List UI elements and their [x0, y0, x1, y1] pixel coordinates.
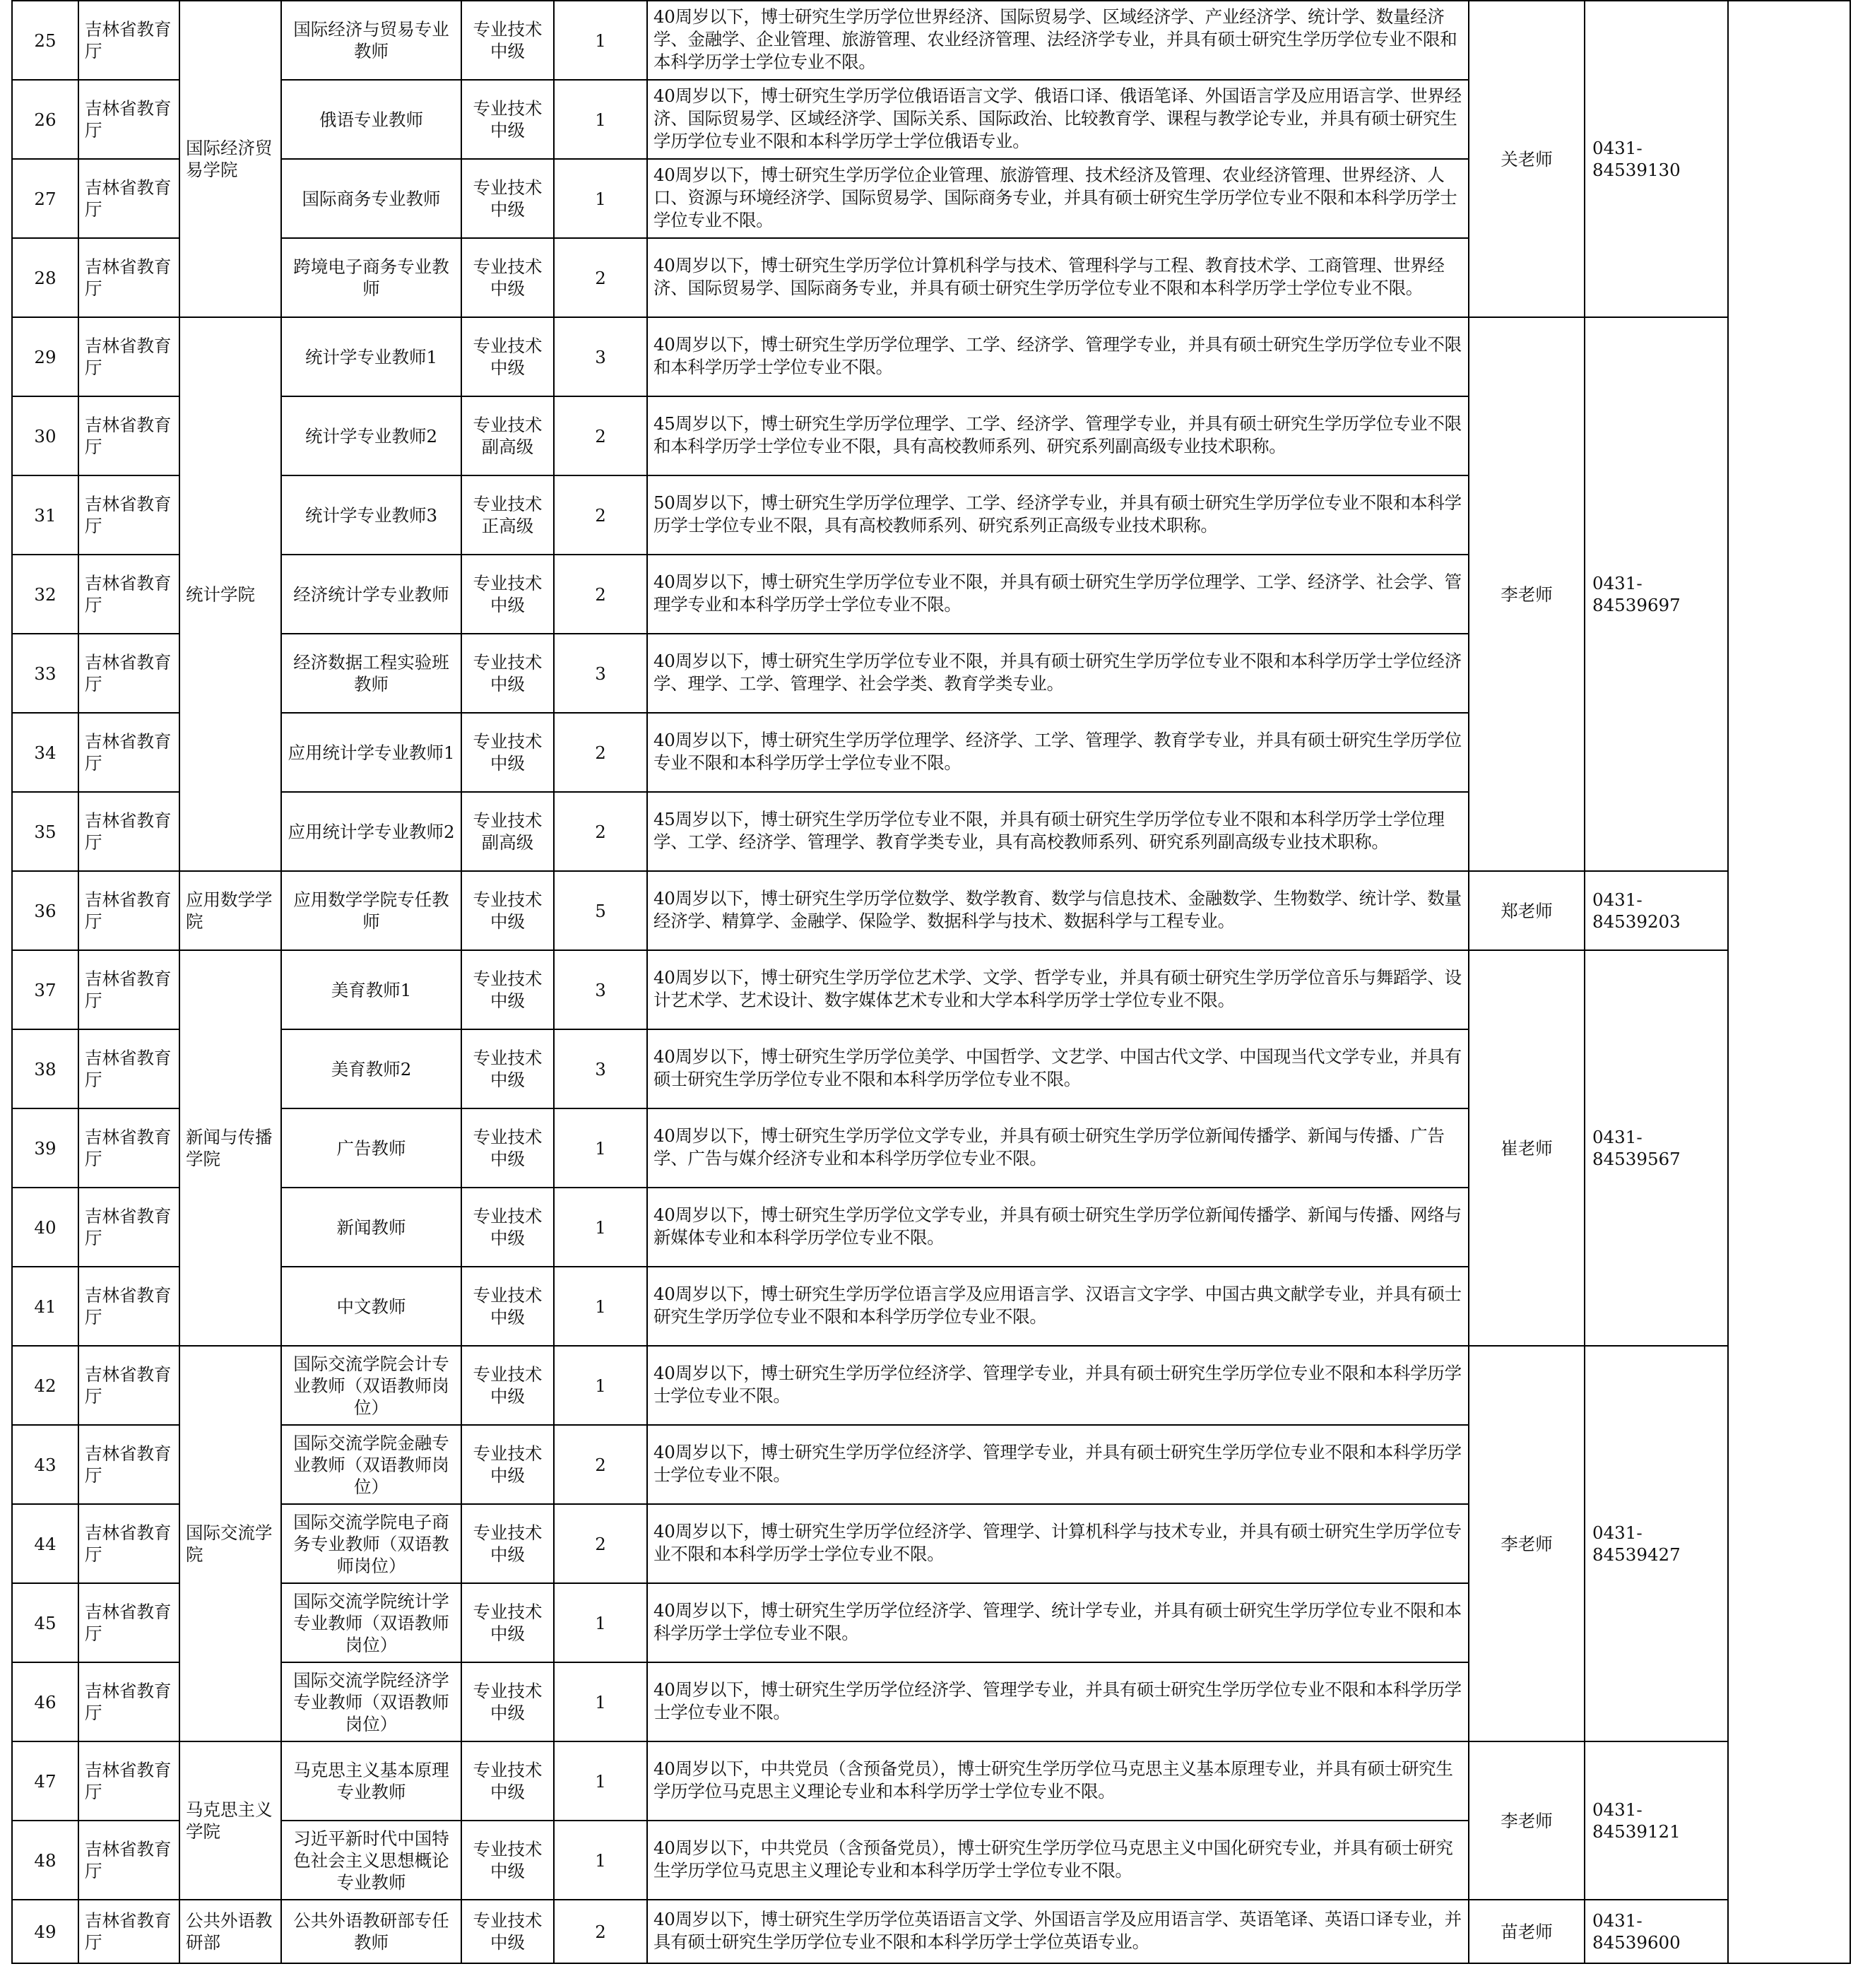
- level-cell: 专业技术中级: [461, 1900, 554, 1963]
- row-number-cell: 31: [12, 475, 78, 555]
- requirements-cell: 40周岁以下，博士研究生学历学位语言学及应用语言学、汉语言文字学、中国古典文献学专业，并具有硕士研究生学历学位专业不限和本科学历学位专业不限。: [647, 1267, 1469, 1346]
- phone-cell: 0431-84539600: [1585, 1900, 1728, 1963]
- row-number-cell: 49: [12, 1900, 78, 1963]
- level-cell: 专业技术正高级: [461, 475, 554, 555]
- phone-cell: 0431-84539121: [1585, 1741, 1728, 1900]
- level-cell: 专业技术中级: [461, 80, 554, 159]
- requirements-cell: 40周岁以下，博士研究生学历学位世界经济、国际贸易学、区域经济学、产业经济学、统计学、数量经济学、金融学、企业管理、旅游管理、农业经济管理、法经济学专业，并具有硕士研究生学历学位专业不限和本科学历学士学位专业不限。: [647, 1, 1469, 80]
- count-cell: 2: [554, 475, 647, 555]
- count-cell: 3: [554, 317, 647, 396]
- position-cell: 公共外语教研部专任教师: [281, 1900, 461, 1963]
- requirements-cell: 40周岁以下，博士研究生学历学位美学、中国哲学、文艺学、中国古代文学、中国现当代文学专业，并具有硕士研究生学历学位专业不限和本科学历学位专业不限。: [647, 1029, 1469, 1108]
- department-cell: 吉林省教育厅: [78, 1029, 179, 1108]
- contact-cell: 崔老师: [1469, 950, 1585, 1346]
- count-cell: 2: [554, 713, 647, 792]
- phone-cell: 0431-84539130: [1585, 1, 1728, 317]
- table-row: [12, 1, 1850, 80]
- row-number-cell: 30: [12, 396, 78, 475]
- requirements-cell: 45周岁以下，博士研究生学历学位专业不限，并具有硕士研究生学历学位专业不限和本科学历学士学位理学、工学、经济学、管理学、教育学类专业，具有高校教师系列、研究系列副高级专业技术职称。: [647, 792, 1469, 871]
- contact-cell: 苗老师: [1469, 1900, 1585, 1963]
- contact-cell: 李老师: [1469, 1346, 1585, 1741]
- count-cell: 2: [554, 792, 647, 871]
- position-cell: 广告教师: [281, 1108, 461, 1188]
- position-cell: 应用数学学院专任教师: [281, 871, 461, 950]
- position-cell: 经济统计学专业教师: [281, 555, 461, 634]
- position-cell: 国际交流学院统计学专业教师（双语教师岗位）: [281, 1583, 461, 1662]
- position-cell: 经济数据工程实验班教师: [281, 634, 461, 713]
- position-cell: 习近平新时代中国特色社会主义思想概论专业教师: [281, 1821, 461, 1900]
- level-cell: 专业技术中级: [461, 159, 554, 238]
- level-cell: 专业技术中级: [461, 1267, 554, 1346]
- requirements-cell: 40周岁以下，博士研究生学历学位经济学、管理学、计算机科学与技术专业，并具有硕士研究生学历学位专业不限和本科学历学士学位专业不限。: [647, 1504, 1469, 1583]
- level-cell: 专业技术中级: [461, 238, 554, 317]
- recruitment-table: [11, 0, 1851, 1964]
- department-cell: 吉林省教育厅: [78, 1583, 179, 1662]
- level-cell: 专业技术中级: [461, 950, 554, 1029]
- count-cell: 1: [554, 1662, 647, 1741]
- count-cell: 1: [554, 1583, 647, 1662]
- level-cell: 专业技术副高级: [461, 792, 554, 871]
- row-number-cell: 36: [12, 871, 78, 950]
- count-cell: 2: [554, 1425, 647, 1504]
- department-cell: 吉林省教育厅: [78, 792, 179, 871]
- remarks-cell: [1728, 1, 1850, 1963]
- row-number-cell: 39: [12, 1108, 78, 1188]
- row-number-cell: 48: [12, 1821, 78, 1900]
- unit-cell: 国际交流学院: [179, 1346, 281, 1741]
- unit-cell: 马克思主义学院: [179, 1741, 281, 1900]
- row-number-cell: 46: [12, 1662, 78, 1741]
- department-cell: 吉林省教育厅: [78, 475, 179, 555]
- level-cell: 专业技术中级: [461, 1662, 554, 1741]
- row-number-cell: 34: [12, 713, 78, 792]
- requirements-cell: 40周岁以下，博士研究生学历学位文学专业，并具有硕士研究生学历学位新闻传播学、新闻与传播、广告学、广告与媒介经济专业和本科学历学位专业不限。: [647, 1108, 1469, 1188]
- requirements-cell: 40周岁以下，中共党员（含预备党员），博士研究生学历学位马克思主义基本原理专业，并具有硕士研究生学历学位马克思主义理论专业和本科学历学士学位专业不限。: [647, 1741, 1469, 1821]
- department-cell: 吉林省教育厅: [78, 80, 179, 159]
- row-number-cell: 25: [12, 1, 78, 80]
- requirements-cell: 40周岁以下，中共党员（含预备党员），博士研究生学历学位马克思主义中国化研究专业，并具有硕士研究生学历学位马克思主义理论专业和本科学历学士学位专业不限。: [647, 1821, 1469, 1900]
- table-row: [12, 317, 1850, 396]
- position-cell: 国际经济与贸易专业教师: [281, 1, 461, 80]
- count-cell: 2: [554, 238, 647, 317]
- level-cell: 专业技术副高级: [461, 396, 554, 475]
- phone-cell: 0431-84539567: [1585, 950, 1728, 1346]
- count-cell: 3: [554, 634, 647, 713]
- table-body: [12, 1, 1850, 1963]
- unit-cell: 国际经济贸易学院: [179, 1, 281, 317]
- position-cell: 统计学专业教师1: [281, 317, 461, 396]
- department-cell: 吉林省教育厅: [78, 555, 179, 634]
- unit-cell: 统计学院: [179, 317, 281, 871]
- requirements-cell: 40周岁以下，博士研究生学历学位理学、工学、经济学、管理学专业，并具有硕士研究生学历学位专业不限和本科学历学士学位专业不限。: [647, 317, 1469, 396]
- phone-cell: 0431-84539203: [1585, 871, 1728, 950]
- position-cell: 俄语专业教师: [281, 80, 461, 159]
- position-cell: 美育教师1: [281, 950, 461, 1029]
- count-cell: 1: [554, 1821, 647, 1900]
- row-number-cell: 47: [12, 1741, 78, 1821]
- requirements-cell: 40周岁以下，博士研究生学历学位俄语语言文学、俄语口译、俄语笔译、外国语言学及应用语言学、世界经济、国际贸易学、区域经济学、国际关系、国际政治、比较教育学、课程与教学论专业，并具有硕士研究生学历学位专业不限和本科学历学士学位俄语专业。: [647, 80, 1469, 159]
- position-cell: 国际交流学院会计专业教师（双语教师岗位）: [281, 1346, 461, 1425]
- row-number-cell: 42: [12, 1346, 78, 1425]
- requirements-cell: 40周岁以下，博士研究生学历学位经济学、管理学、统计学专业，并具有硕士研究生学历学位专业不限和本科学历学士学位专业不限。: [647, 1583, 1469, 1662]
- department-cell: 吉林省教育厅: [78, 713, 179, 792]
- row-number-cell: 38: [12, 1029, 78, 1108]
- position-cell: 国际商务专业教师: [281, 159, 461, 238]
- table-row: [12, 950, 1850, 1029]
- level-cell: 专业技术中级: [461, 1821, 554, 1900]
- requirements-cell: 40周岁以下，博士研究生学历学位文学专业，并具有硕士研究生学历学位新闻传播学、新闻与传播、网络与新媒体专业和本科学历学位专业不限。: [647, 1188, 1469, 1267]
- count-cell: 1: [554, 1267, 647, 1346]
- level-cell: 专业技术中级: [461, 1, 554, 80]
- count-cell: 3: [554, 950, 647, 1029]
- level-cell: 专业技术中级: [461, 713, 554, 792]
- position-cell: 美育教师2: [281, 1029, 461, 1108]
- requirements-cell: 40周岁以下，博士研究生学历学位经济学、管理学专业，并具有硕士研究生学历学位专业不限和本科学历学士学位专业不限。: [647, 1425, 1469, 1504]
- position-cell: 国际交流学院经济学专业教师（双语教师岗位）: [281, 1662, 461, 1741]
- phone-cell: 0431-84539697: [1585, 317, 1728, 871]
- row-number-cell: 41: [12, 1267, 78, 1346]
- level-cell: 专业技术中级: [461, 1108, 554, 1188]
- requirements-cell: 40周岁以下，博士研究生学历学位经济学、管理学专业，并具有硕士研究生学历学位专业不限和本科学历学士学位专业不限。: [647, 1346, 1469, 1425]
- position-cell: 应用统计学专业教师2: [281, 792, 461, 871]
- department-cell: 吉林省教育厅: [78, 950, 179, 1029]
- level-cell: 专业技术中级: [461, 1583, 554, 1662]
- count-cell: 1: [554, 80, 647, 159]
- row-number-cell: 44: [12, 1504, 78, 1583]
- position-cell: 国际交流学院金融专业教师（双语教师岗位）: [281, 1425, 461, 1504]
- requirements-cell: 40周岁以下，博士研究生学历学位专业不限，并具有硕士研究生学历学位专业不限和本科学历学士学位经济学、理学、工学、管理学、社会学类、教育学类专业。: [647, 634, 1469, 713]
- department-cell: 吉林省教育厅: [78, 317, 179, 396]
- department-cell: 吉林省教育厅: [78, 1504, 179, 1583]
- row-number-cell: 43: [12, 1425, 78, 1504]
- row-number-cell: 45: [12, 1583, 78, 1662]
- count-cell: 1: [554, 1346, 647, 1425]
- level-cell: 专业技术中级: [461, 1504, 554, 1583]
- department-cell: 吉林省教育厅: [78, 634, 179, 713]
- count-cell: 1: [554, 1108, 647, 1188]
- unit-cell: 公共外语教研部: [179, 1900, 281, 1963]
- count-cell: 3: [554, 1029, 647, 1108]
- requirements-cell: 40周岁以下，博士研究生学历学位计算机科学与技术、管理科学与工程、教育技术学、工商管理、世界经济、国际贸易学、国际商务专业，并具有硕士研究生学历学位专业不限和本科学历学士学位专业不限。: [647, 238, 1469, 317]
- department-cell: 吉林省教育厅: [78, 1267, 179, 1346]
- requirements-cell: 40周岁以下，博士研究生学历学位艺术学、文学、哲学专业，并具有硕士研究生学历学位音乐与舞蹈学、设计艺术学、艺术设计、数字媒体艺术专业和大学本科学历学士学位专业不限。: [647, 950, 1469, 1029]
- level-cell: 专业技术中级: [461, 317, 554, 396]
- row-number-cell: 29: [12, 317, 78, 396]
- row-number-cell: 27: [12, 159, 78, 238]
- requirements-cell: 40周岁以下，博士研究生学历学位企业管理、旅游管理、技术经济及管理、农业经济管理、世界经济、人口、资源与环境经济学、国际贸易学、国际商务专业，并具有硕士研究生学历学位专业不限和本科学历学士学位专业不限。: [647, 159, 1469, 238]
- level-cell: 专业技术中级: [461, 1029, 554, 1108]
- row-number-cell: 32: [12, 555, 78, 634]
- department-cell: 吉林省教育厅: [78, 1108, 179, 1188]
- position-cell: 中文教师: [281, 1267, 461, 1346]
- phone-cell: 0431-84539427: [1585, 1346, 1728, 1741]
- department-cell: 吉林省教育厅: [78, 1188, 179, 1267]
- requirements-cell: 50周岁以下，博士研究生学历学位理学、工学、经济学专业，并具有硕士研究生学历学位专业不限和本科学历学士学位专业不限，具有高校教师系列、研究系列正高级专业技术职称。: [647, 475, 1469, 555]
- contact-cell: 李老师: [1469, 1741, 1585, 1900]
- position-cell: 新闻教师: [281, 1188, 461, 1267]
- position-cell: 统计学专业教师2: [281, 396, 461, 475]
- count-cell: 1: [554, 1188, 647, 1267]
- department-cell: 吉林省教育厅: [78, 1900, 179, 1963]
- contact-cell: 郑老师: [1469, 871, 1585, 950]
- department-cell: 吉林省教育厅: [78, 1741, 179, 1821]
- table-row: [12, 1900, 1850, 1963]
- level-cell: 专业技术中级: [461, 634, 554, 713]
- contact-cell: 关老师: [1469, 1, 1585, 317]
- level-cell: 专业技术中级: [461, 1741, 554, 1821]
- level-cell: 专业技术中级: [461, 1188, 554, 1267]
- level-cell: 专业技术中级: [461, 871, 554, 950]
- position-cell: 应用统计学专业教师1: [281, 713, 461, 792]
- department-cell: 吉林省教育厅: [78, 159, 179, 238]
- row-number-cell: 26: [12, 80, 78, 159]
- department-cell: 吉林省教育厅: [78, 396, 179, 475]
- requirements-cell: 40周岁以下，博士研究生学历学位数学、数学教育、数学与信息技术、金融数学、生物数学、统计学、数量经济学、精算学、金融学、保险学、数据科学与技术、数据科学与工程专业。: [647, 871, 1469, 950]
- row-number-cell: 40: [12, 1188, 78, 1267]
- department-cell: 吉林省教育厅: [78, 1425, 179, 1504]
- department-cell: 吉林省教育厅: [78, 1, 179, 80]
- unit-cell: 新闻与传播学院: [179, 950, 281, 1346]
- count-cell: 2: [554, 1900, 647, 1963]
- count-cell: 1: [554, 1, 647, 80]
- requirements-cell: 40周岁以下，博士研究生学历学位英语语言文学、外国语言学及应用语言学、英语笔译、英语口译专业，并具有硕士研究生学历学位专业不限和本科学历学士学位英语专业。: [647, 1900, 1469, 1963]
- requirements-cell: 40周岁以下，博士研究生学历学位理学、经济学、工学、管理学、教育学专业，并具有硕士研究生学历学位专业不限和本科学历学士学位专业不限。: [647, 713, 1469, 792]
- row-number-cell: 35: [12, 792, 78, 871]
- position-cell: 跨境电子商务专业教师: [281, 238, 461, 317]
- row-number-cell: 37: [12, 950, 78, 1029]
- department-cell: 吉林省教育厅: [78, 1346, 179, 1425]
- contact-cell: 李老师: [1469, 317, 1585, 871]
- table-row: [12, 1741, 1850, 1821]
- department-cell: 吉林省教育厅: [78, 1821, 179, 1900]
- level-cell: 专业技术中级: [461, 555, 554, 634]
- position-cell: 统计学专业教师3: [281, 475, 461, 555]
- row-number-cell: 33: [12, 634, 78, 713]
- level-cell: 专业技术中级: [461, 1425, 554, 1504]
- department-cell: 吉林省教育厅: [78, 238, 179, 317]
- table-row: [12, 1346, 1850, 1425]
- position-cell: 国际交流学院电子商务专业教师（双语教师岗位）: [281, 1504, 461, 1583]
- department-cell: 吉林省教育厅: [78, 871, 179, 950]
- unit-cell: 应用数学学院: [179, 871, 281, 950]
- count-cell: 2: [554, 396, 647, 475]
- count-cell: 5: [554, 871, 647, 950]
- requirements-cell: 40周岁以下，博士研究生学历学位专业不限，并具有硕士研究生学历学位理学、工学、经济学、社会学、管理学专业和本科学历学士学位专业不限。: [647, 555, 1469, 634]
- table-row: [12, 871, 1850, 950]
- level-cell: 专业技术中级: [461, 1346, 554, 1425]
- department-cell: 吉林省教育厅: [78, 1662, 179, 1741]
- count-cell: 2: [554, 1504, 647, 1583]
- count-cell: 1: [554, 1741, 647, 1821]
- position-cell: 马克思主义基本原理专业教师: [281, 1741, 461, 1821]
- requirements-cell: 45周岁以下，博士研究生学历学位理学、工学、经济学、管理学专业，并具有硕士研究生学历学位专业不限和本科学历学士学位专业不限，具有高校教师系列、研究系列副高级专业技术职称。: [647, 396, 1469, 475]
- row-number-cell: 28: [12, 238, 78, 317]
- requirements-cell: 40周岁以下，博士研究生学历学位经济学、管理学专业，并具有硕士研究生学历学位专业不限和本科学历学士学位专业不限。: [647, 1662, 1469, 1741]
- count-cell: 2: [554, 555, 647, 634]
- count-cell: 1: [554, 159, 647, 238]
